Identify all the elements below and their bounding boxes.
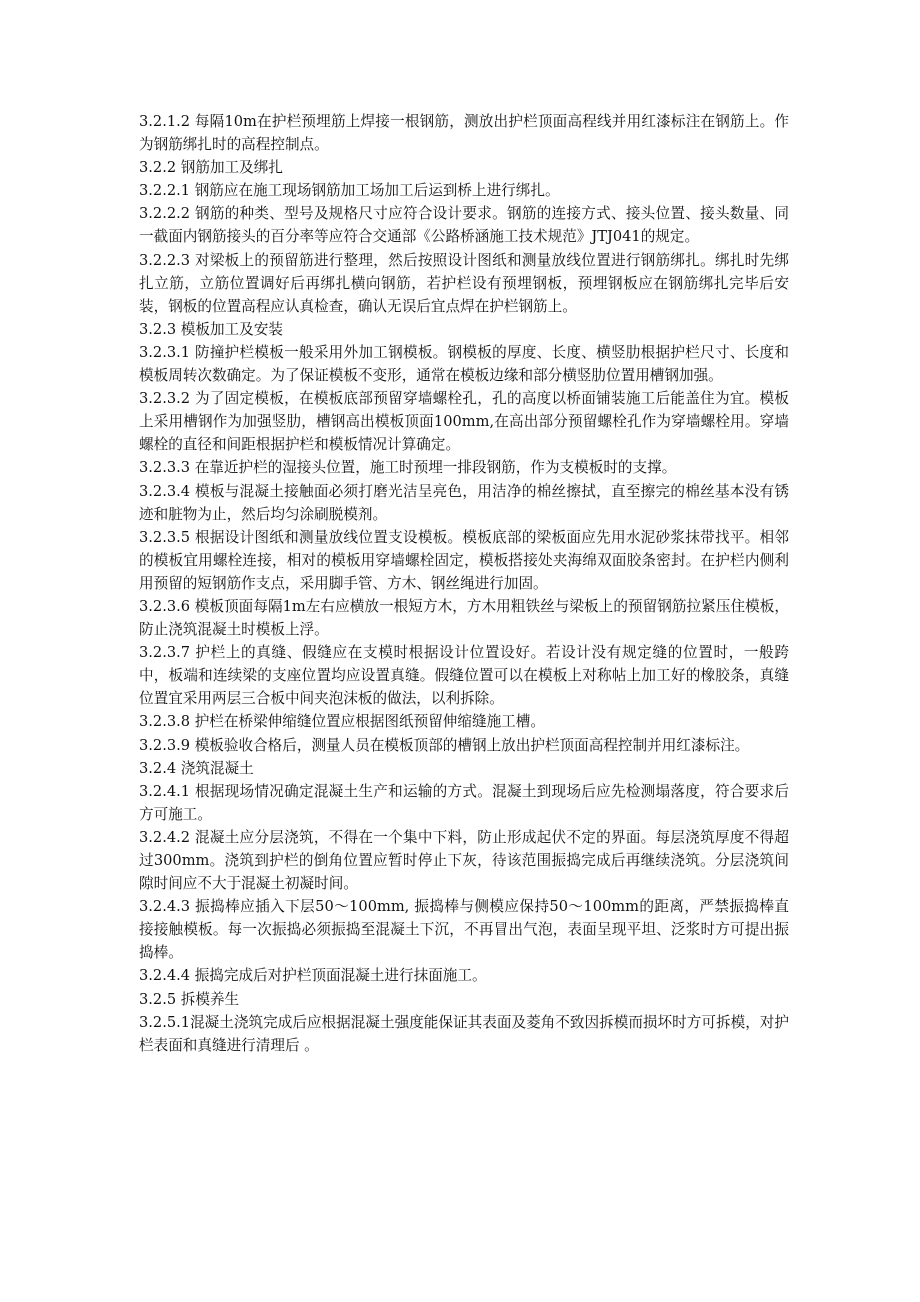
paragraph-3-2-3-9: 3.2.3.9 模板验收合格后，测量人员在模板顶部的槽钢上放出护栏顶面高程控制并用红漆标注。 (139, 736, 750, 754)
paragraph-3-2-5-1: 3.2.5.1混凝土浇筑完成后应根据混凝土强度能保证其表面及菱角不致因拆模而损坏时方可拆模，对护栏表面和真缝进行清理后 。 (139, 1013, 789, 1054)
section-heading-3-2-2: 3.2.2 钢筋加工及绑扎 (139, 159, 283, 177)
paragraph-3-2-2-3: 3.2.2.3 对梁板上的预留筋进行整理，然后按照设计图纸和测量放线位置进行钢筋绑扎。绑扎时先绑扎立筋，立筋位置调好后再绑扎横向钢筋，若护栏设有预埋钢板，预埋钢板应在钢筋绑扎完毕后安装，钢板的位置高程应认真检查，确认无误后宜点焊在护栏钢筋上。 (139, 251, 789, 315)
paragraph-3-2-3-2: 3.2.3.2 为了固定模板，在模板底部预留穿墙螺栓孔，孔的高度以桥面铺装施工后能盖住为宜。模板上采用槽钢作为加强竖肋，槽钢高出模板顶面100mm,在高出部分预留螺栓孔作为穿墙螺栓用。穿墙螺栓的直径和间距根据护栏和模板情况计算确定。 (139, 390, 789, 454)
paragraph-3-2-4-3: 3.2.4.3 振捣棒应插入下层50～100mm, 振捣棒与侧模应保持50～100mm的距离，严禁振捣棒直接接触模板。每一次振捣必须振捣至混凝土下沉，不再冒出气泡，表面呈现平坦、泛浆时方可提出振捣棒。 (139, 898, 789, 962)
paragraph-3-2-3-7: 3.2.3.7 护栏上的真缝、假缝应在支模时根据设计位置设好。若设计没有规定缝的位置时，一般跨中，板端和连续梁的支座位置均应设置真缝。假缝位置可以在模板上对称帖上加工好的橡胶条，真缝位置宜采用两层三合板中间夹泡沫板的做法，以利拆除。 (139, 644, 789, 708)
paragraph-3-2-4-1: 3.2.4.1 根据现场情况确定混凝土生产和运输的方式。混凝土到现场后应先检测塌落度，符合要求后方可施工。 (139, 782, 789, 823)
paragraph-3-2-2-1: 3.2.2.1 钢筋应在施工现场钢筋加工场加工后运到桥上进行绑扎。 (139, 182, 560, 200)
paragraph-3-2-3-4: 3.2.3.4 模板与混凝土接触面必须打磨光洁呈亮色，用洁净的棉丝擦拭，直至擦完的棉丝基本没有锈迹和脏物为止，然后均匀涂刷脱模剂。 (139, 482, 789, 523)
paragraph-3-2-2-2: 3.2.2.2 钢筋的种类、型号及规格尺寸应符合设计要求。钢筋的连接方式、接头位置、接头数量、同一截面内钢筋接头的百分率等应符合交通部《公路桥涵施工技术规范》JTJ041的规定。 (139, 205, 789, 246)
document-body (139, 110, 789, 1057)
paragraph-3-2-3-3: 3.2.3.3 在靠近护栏的湿接头位置，施工时预埋一排段钢筋，作为支模板时的支撑。 (139, 459, 677, 477)
paragraph-3-2-4-2: 3.2.4.2 混凝土应分层浇筑，不得在一个集中下料，防止形成起伏不定的界面。每层浇筑厚度不得超过300mm。浇筑到护栏的倒角位置应暂时停止下灰，待该范围振捣完成后再继续浇筑。分层浇筑间隙时间应不大于混凝土初凝时间。 (139, 828, 789, 893)
paragraph-3-2-1-2: 3.2.1.2 每隔10m在护栏预埋筋上焊接一根钢筋，测放出护栏顶面高程线并用红漆标注在钢筋上。作为钢筋绑扎时的高程控制点。 (139, 113, 789, 154)
paragraph-3-2-3-8: 3.2.3.8 护栏在桥梁伸缩缝位置应根据图纸预留伸缩缝施工槽。 (139, 713, 545, 731)
paragraph-3-2-3-5: 3.2.3.5 根据设计图纸和测量放线位置支设模板。模板底部的梁板面应先用水泥砂浆抹带找平。相邻的模板宜用螺栓连接，相对的模板用穿墙螺栓固定，模板搭接处夹海绵双面胶条密封。在护栏内侧利用预留的短钢筋作支点，采用脚手管、方木、钢丝绳进行加固。 (139, 528, 789, 592)
paragraph-3-2-3-1: 3.2.3.1 防撞护栏模板一般采用外加工钢模板。钢模板的厚度、长度、横竖肋根据护栏尺寸、长度和模板周转次数确定。为了保证模板不变形，通常在模板边缘和部分横竖肋位置用槽钢加强。 (139, 343, 789, 385)
section-heading-3-2-4: 3.2.4 浇筑混凝土 (139, 759, 254, 777)
paragraph-3-2-4-4: 3.2.4.4 振捣完成后对护栏顶面混凝土进行抹面施工。 (139, 967, 487, 985)
section-heading-3-2-3: 3.2.3 模板加工及安装 (139, 320, 283, 338)
paragraph-3-2-3-6: 3.2.3.6 模板顶面每隔1m左右应横放一根短方木，方木用粗铁丝与梁板上的预留钢筋拉紧压住模板，防止浇筑混凝土时模板上浮。 (139, 597, 789, 639)
section-heading-3-2-5: 3.2.5 拆模养生 (139, 990, 240, 1008)
